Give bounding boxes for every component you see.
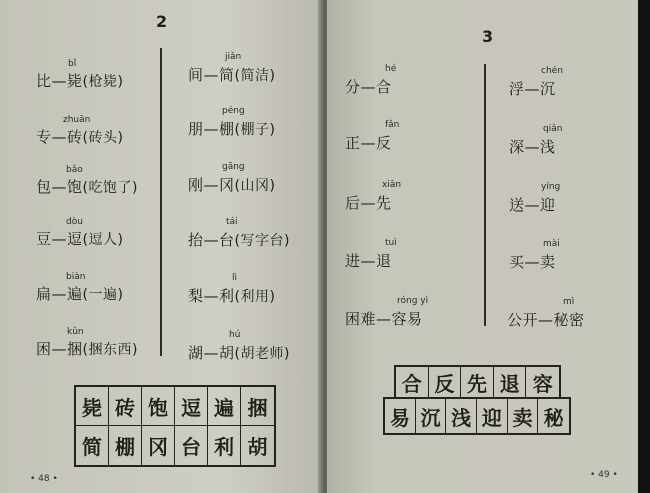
word-pair: 间—简(简洁)	[188, 66, 276, 84]
right-page	[327, 0, 650, 493]
grid-char: 冈	[142, 426, 175, 465]
pinyin: tuì	[385, 238, 397, 248]
pinyin: róng yì	[397, 296, 429, 306]
grid-char: 台	[175, 426, 208, 465]
character-grid-bottom	[383, 397, 571, 435]
word-pair: 困难—容易	[345, 310, 423, 328]
grid-char: 先	[461, 367, 494, 399]
pinyin: yíng	[541, 182, 561, 192]
grid-char: 逗	[175, 387, 208, 426]
word-pair: 深—浅	[509, 138, 556, 156]
character-grid	[74, 385, 276, 467]
left-page	[0, 0, 323, 493]
word-pair: 刚—冈(山冈)	[188, 176, 276, 194]
grid-char: 卖	[508, 399, 539, 433]
word-pair: 公开—秘密	[507, 311, 585, 329]
pinyin: chén	[541, 66, 563, 76]
column-divider	[484, 64, 486, 326]
pinyin: gāng	[222, 162, 245, 172]
pinyin: bǎo	[66, 165, 83, 175]
lesson-number: 2	[156, 12, 168, 31]
grid-char: 简	[76, 426, 109, 465]
word-pair: 送—迎	[509, 196, 556, 214]
grid-char: 沉	[416, 399, 447, 433]
page-number: • 49 •	[590, 470, 618, 480]
pinyin: mài	[543, 239, 560, 249]
pinyin: zhuān	[63, 115, 91, 125]
word-pair: 比—毙(枪毙)	[36, 72, 124, 90]
grid-char: 利	[208, 426, 241, 465]
grid-char: 砖	[109, 387, 142, 426]
word-pair: 包—饱(吃饱了)	[36, 178, 138, 196]
pinyin: mì	[563, 297, 575, 307]
word-pair: 正—反	[345, 134, 392, 152]
column-divider	[160, 48, 162, 356]
pinyin: jiǎn	[225, 52, 242, 62]
grid-char: 胡	[247, 435, 268, 459]
pinyin: péng	[222, 106, 245, 116]
word-pair: 后—先	[345, 194, 392, 212]
page-number: • 48 •	[30, 474, 58, 484]
word-pair: 进—退	[345, 252, 392, 270]
pinyin: fǎn	[385, 120, 400, 130]
word-pair: 朋—棚(棚子)	[188, 120, 276, 138]
word-pair: 豆—逗(逗人)	[36, 230, 124, 248]
lesson-number: 3	[482, 27, 494, 46]
word-pair: 分—合	[345, 78, 392, 96]
word-pair: 浮—沉	[509, 80, 556, 98]
grid-char: 浅	[446, 399, 477, 433]
pinyin: lì	[232, 273, 238, 283]
pinyin: biàn	[66, 272, 86, 282]
background-edge	[638, 0, 650, 493]
word-pair: 困—捆(捆东西)	[36, 340, 138, 358]
character-grid-top	[394, 365, 561, 399]
grid-char: 退	[494, 367, 527, 399]
pinyin: hé	[385, 64, 397, 74]
pinyin: qiǎn	[543, 124, 563, 134]
pinyin: bǐ	[68, 59, 77, 69]
word-pair: 专—砖(砖头)	[36, 128, 124, 146]
grid-char: 秘	[543, 405, 564, 430]
grid-char: 易	[385, 399, 416, 433]
grid-char: 捆	[241, 387, 274, 426]
grid-char: 毙	[76, 387, 109, 426]
word-pair: 买—卖	[509, 253, 556, 271]
grid-char: 棚	[109, 426, 142, 465]
word-pair: 湖—胡(胡老师)	[188, 344, 290, 362]
grid-char: 饱	[142, 387, 175, 426]
word-pair: 抬—台(写字台)	[188, 231, 290, 249]
word-pair: 梨—利(利用)	[188, 287, 276, 305]
grid-char: 合	[396, 367, 429, 399]
pinyin: kǔn	[67, 327, 84, 337]
grid-char: 迎	[477, 399, 508, 433]
pinyin: dòu	[66, 217, 83, 227]
pinyin: xiān	[382, 180, 402, 190]
pinyin: tái	[226, 217, 238, 227]
grid-char: 容	[526, 367, 559, 399]
pinyin: hú	[229, 330, 241, 340]
grid-char: 遍	[208, 387, 241, 426]
word-pair: 扁—遍(一遍)	[36, 285, 124, 303]
grid-char: 反	[429, 367, 462, 399]
